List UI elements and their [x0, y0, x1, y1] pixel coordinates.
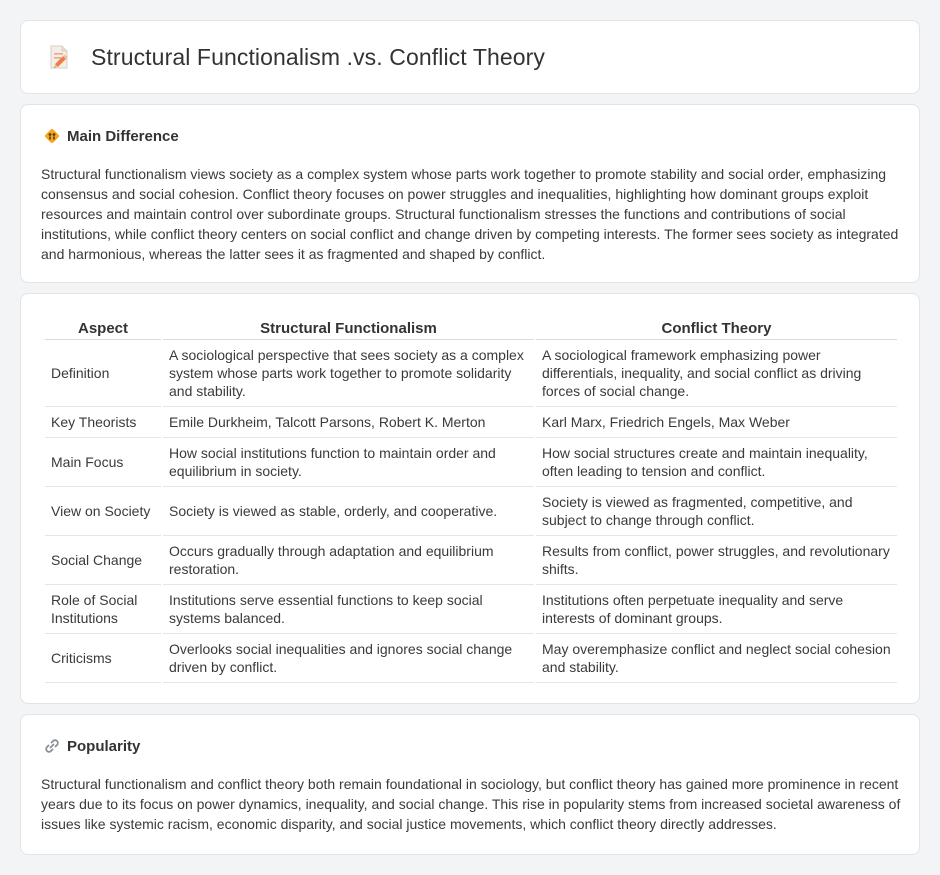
table-row	[45, 340, 897, 407]
main-difference-text: Structural functionalism views society as a complex system whose parts work together to promote stability and social order, emphasizing consensus and social cohesion. Conflict theory focuses on power struggles and inequalities, highlighting how dominant groups exploit resources and maintain control over subordinate groups. Structural functionalism stresses the functions and contributions of social institutions, while conflict theory centers on social conflict and change driven by competing interests. The former sees society as integrated and harmonious, whereas the latter sees it as fragmented and shaped by conflict.	[41, 166, 899, 262]
aspect-cell: Main Focus	[45, 438, 161, 487]
comparison-table	[43, 316, 899, 683]
aspect-cell: Social Change	[45, 536, 161, 585]
column-header-structural-functionalism: Structural Functionalism	[163, 316, 534, 340]
link-icon	[43, 737, 61, 755]
main-difference-title: Main Difference	[67, 127, 179, 145]
popularity-card	[20, 714, 920, 855]
popularity-heading	[43, 737, 140, 755]
structural-functionalism-cell: Emile Durkheim, Talcott Parsons, Robert K. Merton	[163, 407, 534, 438]
header-card	[20, 20, 920, 94]
table-row	[45, 487, 897, 536]
conflict-theory-cell: Society is viewed as fragmented, competitive, and subject to change through conflict.	[536, 487, 897, 536]
aspect-cell: Criticisms	[45, 634, 161, 683]
conflict-theory-cell: How social structures create and maintain inequality, often leading to tension and conflict.	[536, 438, 897, 487]
structural-functionalism-cell: How social institutions function to maintain order and equilibrium in society.	[163, 438, 534, 487]
conflict-theory-cell: A sociological framework emphasizing power differentials, inequality, and social conflict as driving forces of social change.	[536, 340, 897, 407]
page-title: Structural Functionalism .vs. Conflict Theory	[91, 43, 546, 70]
structural-functionalism-cell: Overlooks social inequalities and ignores social change driven by conflict.	[163, 634, 534, 683]
comparison-card	[20, 293, 920, 704]
column-header-aspect: Aspect	[45, 316, 161, 340]
popularity-title: Popularity	[67, 737, 141, 755]
table-header-row	[45, 316, 897, 340]
diamond-sign-icon	[43, 127, 61, 145]
structural-functionalism-cell: Institutions serve essential functions to keep social systems balanced.	[163, 585, 534, 634]
main-difference-heading	[43, 127, 179, 145]
aspect-cell: Role of Social Institutions	[45, 585, 161, 634]
document-pencil-icon	[45, 43, 73, 71]
conflict-theory-cell: Institutions often perpetuate inequality and serve interests of dominant groups.	[536, 585, 897, 634]
structural-functionalism-cell: A sociological perspective that sees society as a complex system whose parts work together to promote solidarity and stability.	[163, 340, 534, 407]
conflict-theory-cell: May overemphasize conflict and neglect social cohesion and stability.	[536, 634, 897, 683]
aspect-cell: View on Society	[45, 487, 161, 536]
table-row	[45, 536, 897, 585]
table-row	[45, 634, 897, 683]
main-difference-card	[20, 104, 920, 283]
structural-functionalism-cell: Society is viewed as stable, orderly, and cooperative.	[163, 487, 534, 536]
header	[45, 43, 545, 71]
conflict-theory-cell: Results from conflict, power struggles, and revolutionary shifts.	[536, 536, 897, 585]
table-row	[45, 407, 897, 438]
aspect-cell: Definition	[45, 340, 161, 407]
column-header-conflict-theory: Conflict Theory	[536, 316, 897, 340]
structural-functionalism-cell: Occurs gradually through adaptation and equilibrium restoration.	[163, 536, 534, 585]
popularity-text: Structural functionalism and conflict theory both remain foundational in sociology, but conflict theory has gained more prominence in recent years due to its focus on power dynamics, inequality, and social change. This rise in popularity stems from increased societal awareness of issues like systemic racism, economic disparity, and social justice movements, which conflict theory directly addresses.	[41, 776, 901, 832]
conflict-theory-cell: Karl Marx, Friedrich Engels, Max Weber	[536, 407, 897, 438]
table-row	[45, 585, 897, 634]
aspect-cell: Key Theorists	[45, 407, 161, 438]
table-row	[45, 438, 897, 487]
